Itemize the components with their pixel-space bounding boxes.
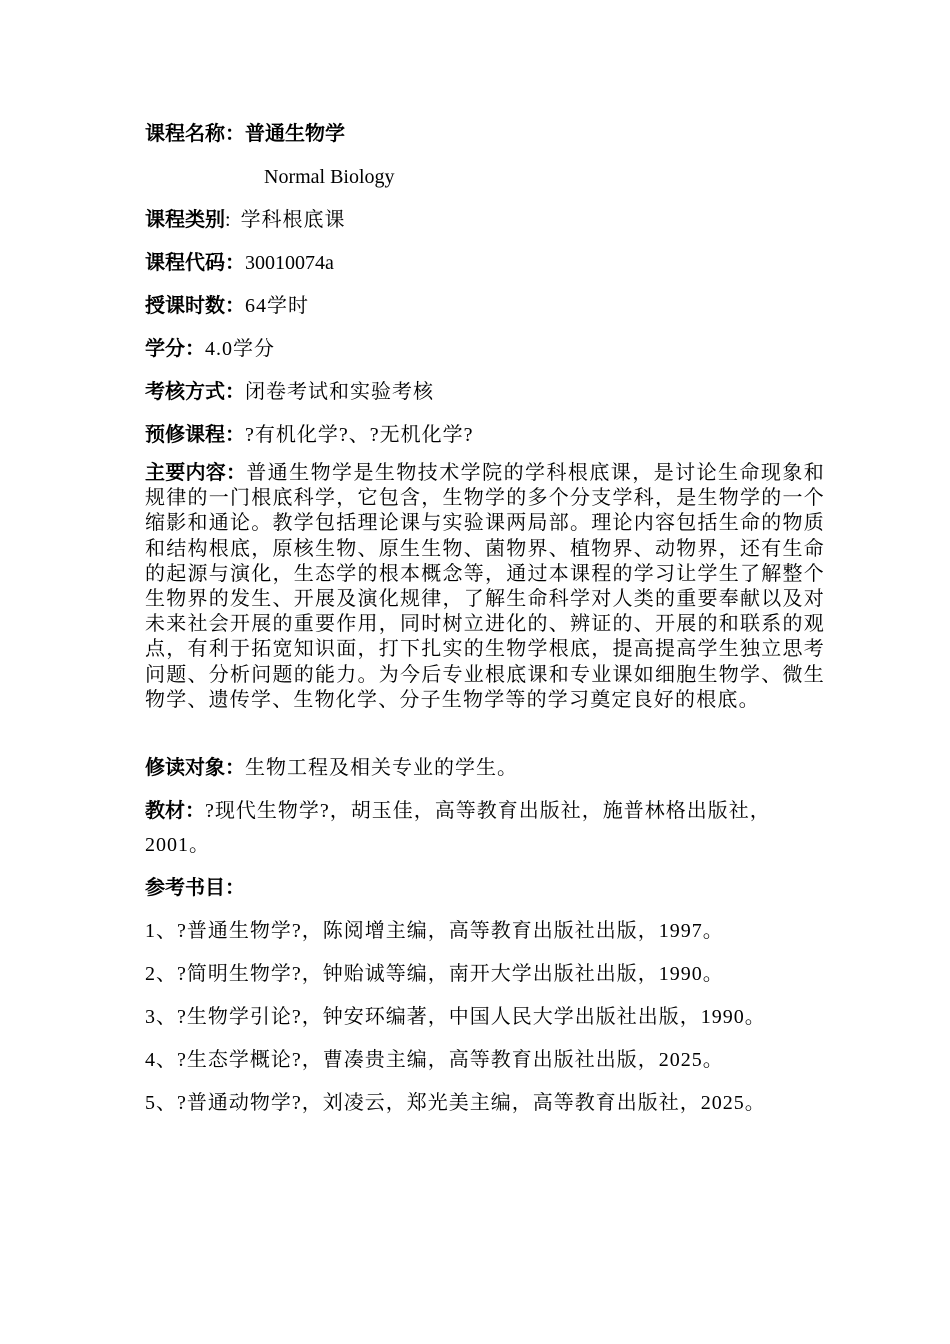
reference-item-text: 3、?生物学引论?，钟安环编著，中国人民大学出版社出版，1990。 (145, 1006, 766, 1028)
reference-item-text: 1、?普通生物学?，陈阅增主编，高等教育出版社出版，1997。 (145, 920, 724, 942)
course-category-label: 课程类别 (145, 209, 225, 231)
course-category-separator: : (225, 209, 231, 231)
course-code-row (145, 250, 334, 276)
main-content-paragraph (145, 461, 825, 713)
course-name-label: 课程名称： (145, 123, 245, 145)
course-hours-value: 64学时 (245, 295, 309, 317)
reference-item-text: 2、?简明生物学?，钟贻诚等编，南开大学出版社出版，1990。 (145, 963, 724, 985)
prerequisite-row (145, 422, 474, 448)
course-credits-value: 4.0学分 (205, 338, 275, 360)
course-name-value: 普通生物学 (245, 123, 345, 145)
reference-item (145, 1004, 766, 1030)
references-label: 参考书目： (145, 877, 245, 899)
course-credits-label: 学分： (145, 338, 205, 360)
reference-item (145, 918, 724, 944)
prerequisite-label: 预修课程： (145, 424, 245, 446)
english-name: Normal Biology (264, 166, 395, 188)
audience-row (145, 755, 518, 781)
reference-item (145, 961, 724, 987)
reference-item-text: 4、?生态学概论?，曹凑贵主编，高等教育出版社出版，2025。 (145, 1049, 724, 1071)
audience-label: 修读对象： (145, 757, 245, 779)
course-hours-row (145, 293, 309, 319)
assessment-value: 闭卷考试和实验考核 (245, 381, 434, 403)
textbook-label: 教材： (145, 800, 205, 822)
textbook-value: ?现代生物学?，胡玉佳，高等教育出版社，施普林格出版社，2001。 (145, 800, 771, 856)
reference-item (145, 1090, 766, 1116)
textbook-paragraph (145, 794, 825, 862)
course-category-value: 学科根底课 (240, 209, 346, 231)
course-credits-row (145, 336, 275, 362)
english-name-row (264, 164, 395, 190)
main-content-label: 主要内容： (145, 462, 247, 484)
course-category-row (145, 207, 346, 233)
course-name-row (145, 121, 345, 147)
reference-item-text: 5、?普通动物学?，刘凌云，郑光美主编，高等教育出版社，2025。 (145, 1092, 766, 1114)
main-content-value: 普通生物学是生物技术学院的学科根底课，是讨论生命现象和规律的一门根底科学，它包含，生物学的多个分支学科，是生物学的一个缩影和通论。教学包括理论课与实验课两局部。理论内容包括生命的物质和结构根底，原核生物、原生生物、菌物界、植物界、动物界，还有生命的起源与演化，生态学的根本概念等，通过本课程的学习让学生了解整个生物界的发生、开展及演化规律，了解生命科学对人类的重要奉献以及对未来社会开展的重要作用，同时树立进化的、辨证的、开展的和联系的观点，有利于拓宽知识面，打下扎实的生物学根底，提高提高学生独立思考问题、分析问题的能力。为今后专业根底课和专业课如细胞生物学、微生物学、遗传学、生物化学、分子生物学等的学习奠定良好的根底。 (145, 462, 826, 711)
audience-value: 生物工程及相关专业的学生。 (245, 757, 518, 779)
course-hours-label: 授课时数： (145, 295, 245, 317)
prerequisite-value: ?有机化学?、?无机化学? (245, 424, 474, 446)
assessment-label: 考核方式： (145, 381, 245, 403)
references-heading-row (145, 875, 245, 901)
course-code-value: 30010074a (245, 252, 334, 274)
assessment-row (145, 379, 434, 405)
reference-item (145, 1047, 724, 1073)
course-code-label: 课程代码： (145, 252, 245, 274)
